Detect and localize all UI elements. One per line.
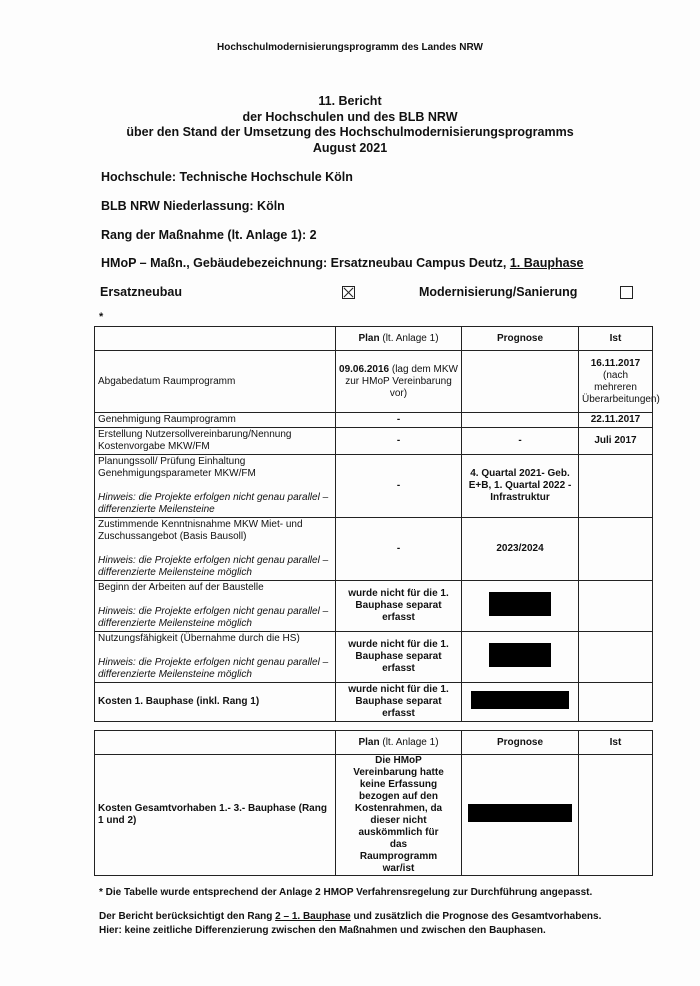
costs-table [94,730,653,876]
ist-cell [579,755,653,876]
table-row [95,632,653,683]
prognose-cell [462,413,579,428]
plan-cell: wurde nicht für die 1. Bauphase separat erfasst [336,683,462,722]
prognose-cell: 4. Quartal 2021- Geb. E+B, 1. Quartal 2022 - Infrastruktur [462,455,579,518]
prognose-cell [462,351,579,413]
ist-cell: 16.11.2017 (nach mehreren Überarbeitungen) [579,351,653,413]
title-line-2: der Hochschulen und des BLB NRW [242,109,458,124]
report-note: Der Bericht berücksichtigt den Rang 2 – 1. Bauphase und zusätzlich die Prognose des Gesamtvorhabens. Hier: keine zeitliche Differenzierung zwischen den Maßnahmen und zwischen den Bauphasen. [99,911,602,936]
blb-line: BLB NRW Niederlassung: Köln [101,199,285,213]
plan-cell: - [336,518,462,581]
hochschule-line: Hochschule: Technische Hochschule Köln [101,170,353,184]
hint-text: Hinweis: die Projekte erfolgen nicht genau parallel – differenzierte Meilensteine möglich [98,657,329,680]
header-ist: Ist [579,327,653,351]
table-header-row [95,327,653,351]
plan-cell: - [336,455,462,518]
hmop-phase: 1. Bauphase [509,256,584,270]
redaction-box [489,592,551,616]
header-plan: Plan (lt. Anlage 1) [336,731,462,755]
prognose-cell [462,683,579,722]
ist-cell [579,455,653,518]
row-label: Planungssoll/ Prüfung Einhaltung Genehmigungsparameter MKW/FM Hinweis: die Projekte erfolgen nicht genau parallel – differenzierte Meilensteine [95,455,336,518]
table-row [95,683,653,722]
plan-cell: Die HMoP Vereinbarung hatte keine Erfassung bezogen auf den Kostenrahmen, da dieser nicht auskömmlich für das Raumprogramm war/ist [336,755,462,876]
table-row [95,755,653,876]
plan-cell: 09.06.2016 (lag dem MKW zur HMoP Vereinbarung vor) [336,351,462,413]
asterisk-marker: * [99,311,104,323]
row-label: Erstellung Nutzersollvereinbarung/Nennung Kostenvorgabe MKW/FM [95,428,336,455]
table-row [95,351,653,413]
redaction-box [489,643,551,667]
rang-line: Rang der Maßnahme (lt. Anlage 1): 2 [101,228,317,242]
header-prognose: Prognose [462,731,579,755]
hmop-line [101,256,584,270]
table-row [95,413,653,428]
ersatzneubau-label: Ersatzneubau [100,285,182,299]
row-label: Abgabedatum Raumprogramm [95,351,336,413]
report-note-line2: Hier: keine zeitliche Differenzierung zwischen den Maßnahmen und zwischen den Bauphasen. [99,925,546,936]
modernisierung-checkbox[interactable] [620,286,633,299]
prognose-cell: - [462,428,579,455]
redaction-box [471,691,569,709]
redaction-box [468,804,572,822]
report-title [0,94,700,156]
header-empty [95,327,336,351]
ist-cell [579,581,653,632]
row-label: Nutzungsfähigkeit (Übernahme durch die HS) Hinweis: die Projekte erfolgen nicht genau parallel – differenzierte Meilensteine möglich [95,632,336,683]
prognose-cell: 2023/2024 [462,518,579,581]
plan-cell: - [336,413,462,428]
header-prognose: Prognose [462,327,579,351]
title-line-1: 11. Bericht [318,94,382,108]
prognose-cell [462,632,579,683]
plan-cell: wurde nicht für die 1. Bauphase separat erfasst [336,632,462,683]
ist-cell [579,683,653,722]
plan-cell: - [336,428,462,455]
report-note-rang: 2 – 1. Bauphase [275,911,351,922]
row-label: Kosten Gesamtvorhaben 1.- 3.- Bauphase (Rang 1 und 2) [95,755,336,876]
row-label: Zustimmende Kenntnisnahme MKW Miet- und Zuschussangebot (Basis Bausoll) Hinweis: die Projekte erfolgen nicht genau parallel – differenzierte Meilensteine möglich [95,518,336,581]
table-footnote: * Die Tabelle wurde entsprechend der Anlage 2 HMOP Verfahrensregelung zur Durchführung angepasst. [99,887,593,898]
plan-cell: wurde nicht für die 1. Bauphase separat erfasst [336,581,462,632]
ersatzneubau-checkbox[interactable] [342,286,355,299]
header-ist: Ist [579,731,653,755]
row-label: Genehmigung Raumprogramm [95,413,336,428]
hint-text: Hinweis: die Projekte erfolgen nicht genau parallel – differenzierte Meilensteine [98,492,329,515]
hmop-building: HMoP – Maßn., Gebäudebezeichnung: Ersatzneubau Campus Deutz, [101,256,510,270]
title-line-4: August 2021 [312,140,388,155]
header-empty [95,731,336,755]
ist-cell [579,518,653,581]
title-line-3: über den Stand der Umsetzung des Hochschulmodernisierungsprogramms [126,125,574,139]
prognose-cell [462,755,579,876]
ist-cell: 22.11.2017 [579,413,653,428]
hint-text: Hinweis: die Projekte erfolgen nicht genau parallel – differenzierte Meilensteine möglich [98,555,329,578]
hint-text: Hinweis: die Projekte erfolgen nicht genau parallel – differenzierte Meilensteine möglich [98,606,329,629]
table-row [95,428,653,455]
table-row [95,455,653,518]
document-header: Hochschulmodernisierungsprogramm des Landes NRW [217,42,483,53]
table-row [95,518,653,581]
table-header-row [95,731,653,755]
milestone-table [94,326,660,722]
header-plan: Plan (lt. Anlage 1) [336,327,462,351]
prognose-cell [462,581,579,632]
ist-cell [579,632,653,683]
ist-cell: Juli 2017 [579,428,653,455]
row-label: Beginn der Arbeiten auf der Baustelle Hinweis: die Projekte erfolgen nicht genau parallel – differenzierte Meilensteine möglich [95,581,336,632]
modernisierung-label: Modernisierung/Sanierung [419,285,578,299]
row-label: Kosten 1. Bauphase (inkl. Rang 1) [95,683,336,722]
table-row [95,581,653,632]
